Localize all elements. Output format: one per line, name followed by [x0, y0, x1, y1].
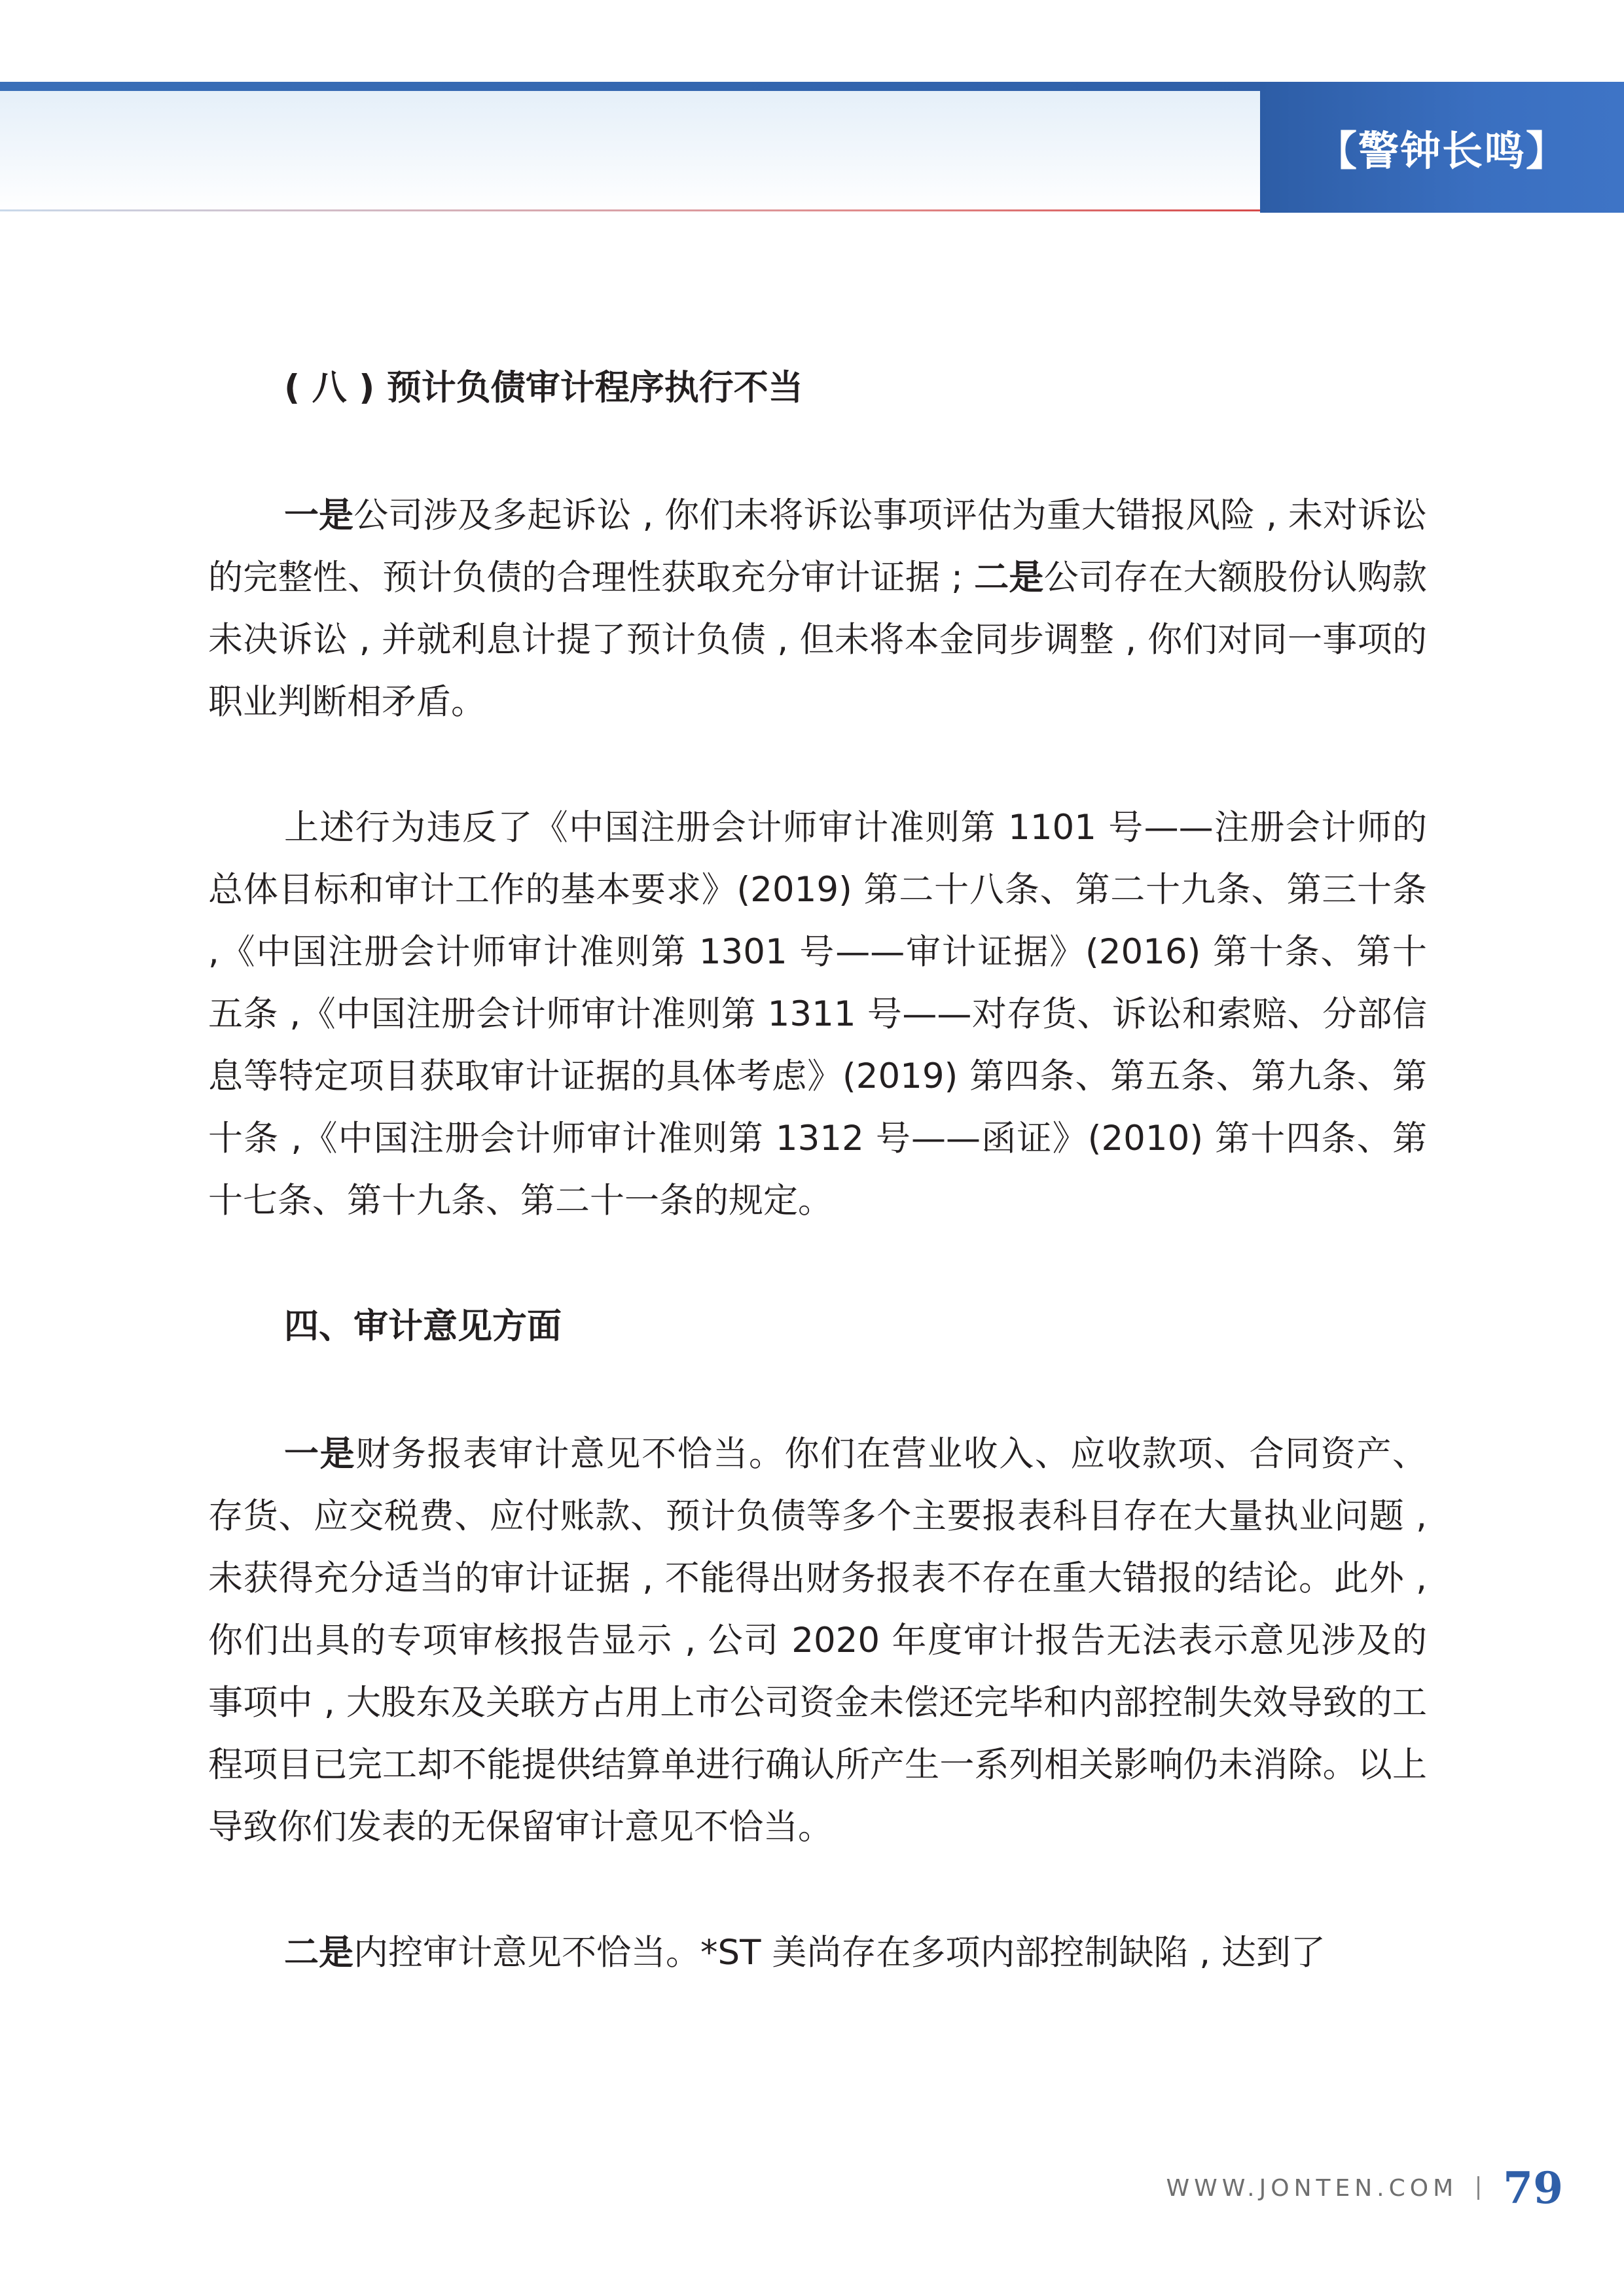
- paragraph-text: 财务报表审计意见不恰当。你们在营业收入、应收款项、合同资产、存货、应交税费、应付账款、预计负债等多个主要报表科目存在大量执业问题 , 未获得充分适当的审计证据 , 不能得出财务报表不存在重大错报的结论。此外 , 你们出具的专项审核报告显示 , 公司 2020 年度审计报告无法表示意见涉及的事项中 , 大股东及关联方占用上市公司资金未偿还完毕和内部控制失效导致的工程项目已完工却不能提供结算单进行确认所产生一系列相关影响仍未消除。以上导致你们发表的无保留审计意见不恰当。: [208, 1434, 1428, 1847]
- article-body: [208, 357, 1427, 1984]
- paragraph-violations: 上述行为违反了《中国注册会计师审计准则第 1101 号——注册会计师的总体目标和审计工作的基本要求》(2019) 第二十八条、第二十九条、第三十条 ,《中国注册会计师审计准则第 1301 号——审计证据》(2016) 第十条、第十五条 ,《中国注册会计师审计准则第 1311 号——对存货、诉讼和索赔、分部信息等特定项目获取审计证据的具体考虑》(2019) 第四条、第五条、第九条、第十条 ,《中国注册会计师审计准则第 1312 号——函证》(2010) 第十四条、第十七条、第十九条、第二十一条的规定。: [208, 808, 1427, 1221]
- paragraph-internal-control-opinion: [208, 1922, 1427, 1984]
- section-tag-label: 【警钟长鸣】: [1316, 126, 1568, 175]
- footer-url: WWW.JONTEN.COM: [1166, 2174, 1458, 2202]
- paragraph-financial-opinion: [208, 1423, 1427, 1858]
- paragraph-text: 内控审计意见不恰当。*ST 美尚存在多项内部控制缺陷 , 达到了: [353, 1933, 1326, 1973]
- heading-section-4: 四、审计意见方面: [284, 1306, 562, 1346]
- header-band: [0, 82, 1260, 213]
- page-number: 79: [1503, 2162, 1563, 2214]
- lead-second: 二是: [974, 558, 1044, 598]
- page-footer: [1166, 2159, 1563, 2217]
- paragraph-litigation: [208, 484, 1427, 733]
- header-bottom-rule: [0, 209, 1260, 211]
- section-tag: [1260, 82, 1624, 213]
- footer-divider: [1477, 2176, 1479, 2200]
- paragraph-text: 公司存在大额股份认购款未决诉讼 , 并就利息计提了预计负债 , 但未将本金同步调整 , 你们对同一事项的职业判断相矛盾。: [208, 558, 1428, 722]
- heading-section-8: ( 八 ) 预计负债审计程序执行不当: [284, 368, 803, 408]
- lead-first: 一是: [284, 495, 354, 535]
- header-top-rule: [0, 82, 1260, 91]
- paragraph-text: 公司涉及多起诉讼 , 你们未将诉讼事项评估为重大错报风险 , 未对诉讼的完整性、预计负债的合理性获取充分审计证据 ;: [208, 495, 1428, 598]
- lead-second: 二是: [284, 1933, 353, 1973]
- lead-first: 一是: [284, 1434, 356, 1474]
